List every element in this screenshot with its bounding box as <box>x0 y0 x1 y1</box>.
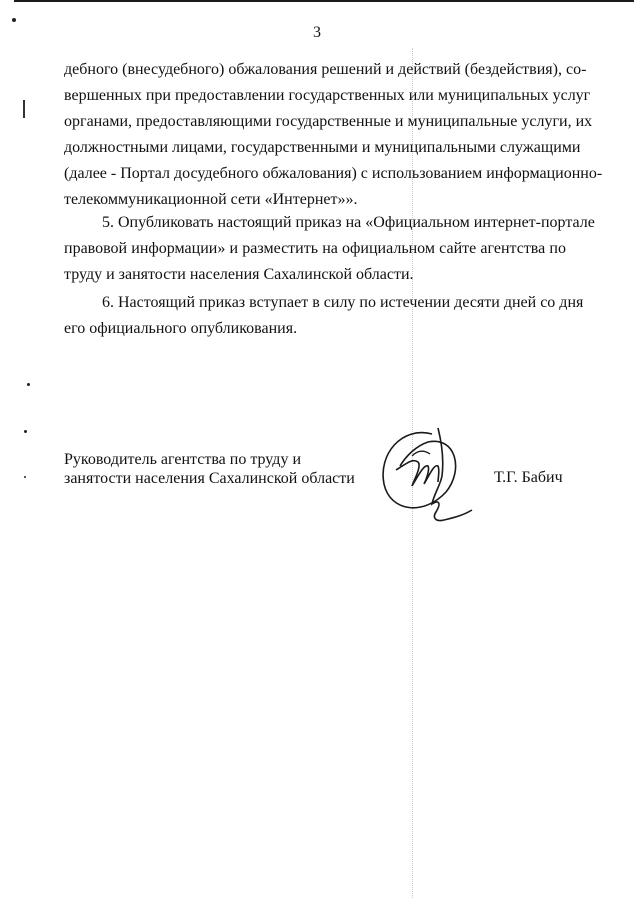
paragraph-6 <box>64 290 584 342</box>
signatory-title-line: Руководитель агентства по труду и <box>64 451 301 468</box>
page-number: 3 <box>313 24 321 41</box>
signatory-title-line: занятости населения Сахалинской области <box>64 470 355 487</box>
scan-top-edge <box>14 0 634 2</box>
text-line: телекоммуникационной сети «Интернет»». <box>64 191 358 208</box>
scan-speck <box>12 18 16 22</box>
text-line: дебного (внесудебного) обжалования решений и действий (бездействия), со- <box>64 61 587 78</box>
scan-speck <box>24 430 27 433</box>
text-line: должностными лицами, государственными и муниципальными служащими <box>64 139 581 156</box>
scan-mark <box>23 100 25 118</box>
paragraph-5 <box>64 210 595 288</box>
text-line: его официального опубликования. <box>64 320 298 337</box>
text-line: 6. Настоящий приказ вступает в силу по истечении десяти дней со дня <box>102 294 584 311</box>
handwritten-signature <box>372 420 482 535</box>
scan-speck <box>27 383 30 386</box>
scan-speck <box>24 476 26 478</box>
text-line: правовой информации» и разместить на официальном сайте агентства по <box>64 240 566 257</box>
paragraph-continuation <box>64 57 603 213</box>
signatory-title <box>64 450 355 488</box>
text-line: органами, предоставляющими государственные и муниципальные услуги, их <box>64 113 593 130</box>
text-line: вершенных при предоставлении государственных или муниципальных услуг <box>64 87 591 104</box>
text-line: (далее - Портал досудебного обжалования) с использованием информационно- <box>64 165 603 182</box>
signatory-name: Т.Г. Бабич <box>494 469 563 486</box>
text-line: труду и занятости населения Сахалинской области. <box>64 266 414 283</box>
text-line: 5. Опубликовать настоящий приказ на «Официальном интернет-портале <box>102 214 595 231</box>
